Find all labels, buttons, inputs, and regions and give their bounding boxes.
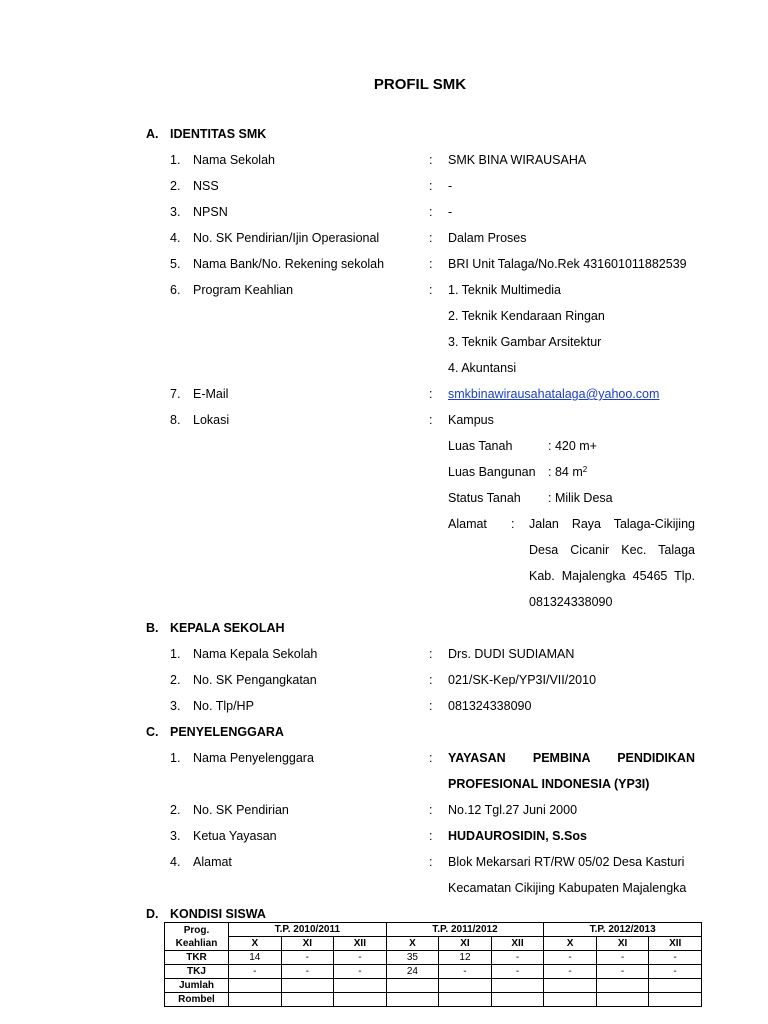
item-colon: : xyxy=(429,205,433,219)
alamat-line-4: 081324338090 xyxy=(529,595,613,609)
bank-rekening-value: BRI Unit Talaga/No.Rek 431601011882539 xyxy=(448,257,687,271)
ketua-yayasan-value: HUDAUROSIDIN, S.Sos xyxy=(448,829,587,843)
table-cell: - xyxy=(544,951,597,965)
table-cell xyxy=(649,979,702,993)
section-c-title: PENYELENGGARA xyxy=(170,725,284,739)
npsn-value: - xyxy=(448,205,453,219)
alamat-line-2: Desa Cicanir Kec. Talaga xyxy=(529,543,695,557)
table-cell: - xyxy=(281,965,334,979)
item-label: Nama Bank/No. Rekening sekolah xyxy=(193,257,385,271)
table-cell: 14 xyxy=(229,951,282,965)
sk-pendirian-value: Dalam Proses xyxy=(448,231,527,245)
penyelenggara-value-line-2: PROFESIONAL INDONESIA (YP3I) xyxy=(448,777,650,791)
grade-header: XI xyxy=(281,937,334,951)
nss-value: - xyxy=(448,179,453,193)
table-cell: - xyxy=(334,965,387,979)
table-cell xyxy=(491,993,544,1007)
program-keahlian-2: 2. Teknik Kendaraan Ringan xyxy=(448,309,605,323)
section-b-title: KEPALA SEKOLAH xyxy=(170,621,285,635)
nama-sekolah-value: SMK BINA WIRAUSAHA xyxy=(448,153,587,167)
item-colon: : xyxy=(429,283,433,297)
table-cell: - xyxy=(281,951,334,965)
grade-header: XII xyxy=(334,937,387,951)
status-tanah-value: : Milik Desa xyxy=(548,491,613,505)
table-cell xyxy=(334,993,387,1007)
grade-header: X xyxy=(386,937,439,951)
corner-header: Prog. Keahlian xyxy=(165,923,229,951)
year-header: T.P. 2012/2013 xyxy=(544,923,702,937)
item-colon: : xyxy=(429,699,433,713)
luas-bangunan-label: Luas Bangunan xyxy=(448,465,536,479)
item-label: No. SK Pengangkatan xyxy=(193,673,317,687)
tlp-hp-value: 081324338090 xyxy=(448,699,532,713)
grade-header: XI xyxy=(596,937,649,951)
table-cell: - xyxy=(649,951,702,965)
row-label: Jumlah xyxy=(165,979,229,993)
section-b-letter: B. xyxy=(146,621,159,635)
table-cell xyxy=(439,993,492,1007)
item-colon: : xyxy=(429,647,433,661)
item-number: 2. xyxy=(170,179,181,193)
item-label: Ketua Yayasan xyxy=(193,829,277,843)
item-colon: : xyxy=(429,751,433,765)
item-colon: : xyxy=(429,855,433,869)
table-cell xyxy=(281,993,334,1007)
item-label: Nama Kepala Sekolah xyxy=(193,647,318,661)
table-cell: 35 xyxy=(386,951,439,965)
luas-tanah-value: : 420 m+ xyxy=(548,439,597,453)
table-cell: - xyxy=(491,951,544,965)
table-cell xyxy=(386,979,439,993)
item-label: NPSN xyxy=(193,205,228,219)
item-number: 3. xyxy=(170,205,181,219)
item-number: 2. xyxy=(170,673,181,687)
item-colon: : xyxy=(429,673,433,687)
year-header: T.P. 2010/2011 xyxy=(229,923,387,937)
item-number: 4. xyxy=(170,231,181,245)
item-colon: : xyxy=(429,153,433,167)
item-colon: : xyxy=(429,387,433,401)
item-number: 5. xyxy=(170,257,181,271)
grade-header: X xyxy=(544,937,597,951)
alamat-line-1: Jalan Raya Talaga-Cikijing xyxy=(529,517,695,531)
item-label: Nama Sekolah xyxy=(193,153,275,167)
alamat-yayasan-line-2: Kecamatan Cikijing Kabupaten Majalengka xyxy=(448,881,687,895)
table-cell xyxy=(544,993,597,1007)
year-header: T.P. 2011/2012 xyxy=(386,923,544,937)
item-colon: : xyxy=(429,231,433,245)
table-cell xyxy=(544,979,597,993)
item-label: Nama Penyelenggara xyxy=(193,751,314,765)
alamat-line-3: Kab. Majalengka 45465 Tlp. xyxy=(529,569,695,583)
item-label: Alamat xyxy=(193,855,232,869)
item-number: 1. xyxy=(170,647,181,661)
item-number: 3. xyxy=(170,829,181,843)
row-label: TKR xyxy=(165,951,229,965)
table-cell xyxy=(439,979,492,993)
table-cell: - xyxy=(229,965,282,979)
program-keahlian-4: 4. Akuntansi xyxy=(448,361,517,375)
item-number: 1. xyxy=(170,751,181,765)
alamat-label: Alamat xyxy=(448,517,487,531)
item-colon: : xyxy=(429,803,433,817)
kondisi-siswa-table xyxy=(164,922,702,1007)
lokasi-value: Kampus xyxy=(448,413,494,427)
table-cell: 12 xyxy=(439,951,492,965)
table-cell xyxy=(649,993,702,1007)
item-label: No. SK Pendirian/Ijin Operasional xyxy=(193,231,380,245)
item-number: 8. xyxy=(170,413,181,427)
table-cell: 24 xyxy=(386,965,439,979)
table-cell: - xyxy=(334,951,387,965)
table-cell xyxy=(229,979,282,993)
status-tanah-label: Status Tanah xyxy=(448,491,521,505)
luas-bangunan-value: : 84 $m^2$ xyxy=(548,465,588,479)
table-cell xyxy=(596,979,649,993)
item-colon: : xyxy=(429,257,433,271)
table-cell xyxy=(334,979,387,993)
section-d-title: KONDISI SISWA xyxy=(170,907,266,921)
row-label: Rombel xyxy=(165,993,229,1007)
section-c-letter: C. xyxy=(146,725,159,739)
item-number: 4. xyxy=(170,855,181,869)
table-row xyxy=(165,965,702,979)
section-a-title: IDENTITAS SMK xyxy=(170,127,267,141)
alamat-yayasan-line-1: Blok Mekarsari RT/RW 05/02 Desa Kasturi xyxy=(448,855,685,869)
program-keahlian-1: 1. Teknik Multimedia xyxy=(448,283,562,297)
grade-header: X xyxy=(229,937,282,951)
table-cell xyxy=(229,993,282,1007)
page-title: PROFIL SMK xyxy=(373,76,467,93)
item-colon: : xyxy=(429,413,433,427)
penyelenggara-value-line-1: YAYASAN PEMBINA PENDIDIKAN xyxy=(448,751,695,765)
item-label: NSS xyxy=(193,179,219,193)
table-cell xyxy=(596,993,649,1007)
sk-pendirian-yayasan-value: No.12 Tgl.27 Juni 2000 xyxy=(448,803,578,817)
alamat-colon: : xyxy=(511,517,515,531)
item-number: 6. xyxy=(170,283,181,297)
item-number: 3. xyxy=(170,699,181,713)
item-label: Program Keahlian xyxy=(193,283,294,297)
item-colon: : xyxy=(429,829,433,843)
email-link[interactable]: smkbinawirausahatalaga@yahoo.com xyxy=(448,387,660,401)
table-row xyxy=(165,979,702,993)
item-label: No. SK Pendirian xyxy=(193,803,289,817)
item-number: 1. xyxy=(170,153,181,167)
sk-pengangkatan-value: 021/SK-Kep/YP3I/VII/2010 xyxy=(448,673,597,687)
section-d-letter: D. xyxy=(146,907,159,921)
table-cell: - xyxy=(596,965,649,979)
row-label: TKJ xyxy=(165,965,229,979)
table-grade-row xyxy=(165,937,702,951)
table-header-row xyxy=(165,923,702,937)
item-colon: : xyxy=(429,179,433,193)
table-row xyxy=(165,951,702,965)
item-label: E-Mail xyxy=(193,387,229,401)
table-cell xyxy=(386,993,439,1007)
table-cell: - xyxy=(596,951,649,965)
item-number: 2. xyxy=(170,803,181,817)
grade-header: XI xyxy=(439,937,492,951)
table-row xyxy=(165,993,702,1007)
table-cell: - xyxy=(544,965,597,979)
table-cell xyxy=(281,979,334,993)
table-cell: - xyxy=(649,965,702,979)
table-cell: - xyxy=(439,965,492,979)
program-keahlian-3: 3. Teknik Gambar Arsitektur xyxy=(448,335,602,349)
grade-header: XII xyxy=(649,937,702,951)
table-cell xyxy=(491,979,544,993)
table-cell: - xyxy=(491,965,544,979)
item-number: 7. xyxy=(170,387,181,401)
kepala-sekolah-value: Drs. DUDI SUDIAMAN xyxy=(448,647,575,661)
grade-header: XII xyxy=(491,937,544,951)
section-a-letter: A. xyxy=(146,127,159,141)
item-label: No. Tlp/HP xyxy=(193,699,254,713)
item-label: Lokasi xyxy=(193,413,230,427)
luas-tanah-label: Luas Tanah xyxy=(448,439,513,453)
